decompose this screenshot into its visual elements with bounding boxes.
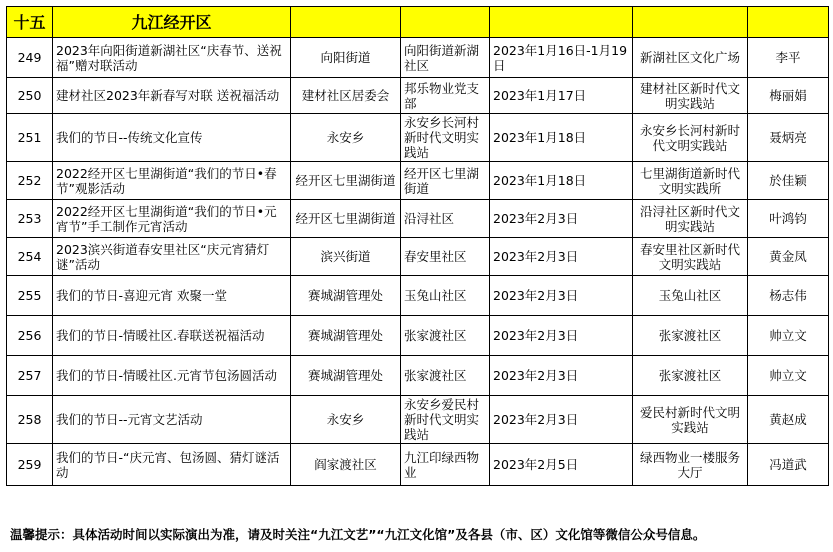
venue: 张家渡社区 (633, 356, 748, 396)
organizer: 阎家渡社区 (291, 444, 401, 486)
contact-person: 於佳颖 (748, 162, 829, 200)
activity-name: 我们的节日-喜迎元宵 欢聚一堂 (53, 276, 291, 316)
organizer: 赛城湖管理处 (291, 356, 401, 396)
section-number: 十五 (7, 7, 53, 38)
organizer: 永安乡 (291, 396, 401, 444)
contact-person: 聂炳亮 (748, 114, 829, 162)
table-row (7, 444, 829, 486)
organizer: 经开区七里湖街道 (291, 200, 401, 238)
table-row (7, 78, 829, 114)
venue: 建材社区新时代文明实践站 (633, 78, 748, 114)
activity-name: 建材社区2023年新春写对联 送祝福活动 (53, 78, 291, 114)
row-number: 251 (7, 114, 53, 162)
contact-person: 李平 (748, 38, 829, 78)
venue: 新湖社区文化广场 (633, 38, 748, 78)
table-row (7, 200, 829, 238)
row-number: 252 (7, 162, 53, 200)
activity-time: 2023年2月3日 (490, 356, 633, 396)
row-number: 250 (7, 78, 53, 114)
activity-name: 2023滨兴街道春安里社区“庆元宵猜灯谜”活动 (53, 238, 291, 276)
table-row (7, 356, 829, 396)
header-cell (748, 7, 829, 38)
activity-name: 我们的节日-情暖社区.春联送祝福活动 (53, 316, 291, 356)
undertaker: 永安乡长河村新时代文明实践站 (401, 114, 490, 162)
activity-name: 2022经开区七里湖街道“我们的节日•元宵节”手工制作元宵活动 (53, 200, 291, 238)
activity-name: 我们的节日-“庆元宵、包汤圆、猜灯谜活动 (53, 444, 291, 486)
venue: 春安里社区新时代文明实践站 (633, 238, 748, 276)
activity-name: 我们的节日--传统文化宣传 (53, 114, 291, 162)
activity-time: 2023年2月5日 (490, 444, 633, 486)
undertaker: 向阳街道新湖社区 (401, 38, 490, 78)
contact-person: 黄赵成 (748, 396, 829, 444)
organizer: 永安乡 (291, 114, 401, 162)
row-number: 255 (7, 276, 53, 316)
activity-time: 2023年2月3日 (490, 316, 633, 356)
section-header-row (7, 7, 829, 38)
region-name: 九江经开区 (53, 7, 291, 38)
contact-person: 冯道武 (748, 444, 829, 486)
table-row (7, 162, 829, 200)
row-number: 254 (7, 238, 53, 276)
contact-person: 杨志伟 (748, 276, 829, 316)
row-number: 249 (7, 38, 53, 78)
undertaker: 玉兔山社区 (401, 276, 490, 316)
row-number: 256 (7, 316, 53, 356)
activity-time: 2023年1月16日-1月19日 (490, 38, 633, 78)
header-cell (490, 7, 633, 38)
table-body (7, 7, 829, 486)
contact-person: 帅立文 (748, 356, 829, 396)
venue: 玉兔山社区 (633, 276, 748, 316)
organizer: 滨兴街道 (291, 238, 401, 276)
undertaker: 沿浔社区 (401, 200, 490, 238)
activity-time: 2023年2月3日 (490, 238, 633, 276)
activity-time: 2023年1月17日 (490, 78, 633, 114)
undertaker: 春安里社区 (401, 238, 490, 276)
activity-name: 2023年向阳街道新湖社区“庆春节、送祝福”赠对联活动 (53, 38, 291, 78)
header-cell (291, 7, 401, 38)
organizer: 向阳街道 (291, 38, 401, 78)
activity-time: 2023年2月3日 (490, 276, 633, 316)
row-number: 257 (7, 356, 53, 396)
undertaker: 邦乐物业党支部 (401, 78, 490, 114)
activity-name: 我们的节日-情暖社区.元宵节包汤圆活动 (53, 356, 291, 396)
activity-time: 2023年2月3日 (490, 396, 633, 444)
undertaker: 九江印绿西物业 (401, 444, 490, 486)
table-row (7, 276, 829, 316)
venue: 绿西物业一楼服务大厅 (633, 444, 748, 486)
table-row (7, 38, 829, 78)
header-cell (633, 7, 748, 38)
activity-name: 我们的节日--元宵文艺活动 (53, 396, 291, 444)
contact-person: 黄金凤 (748, 238, 829, 276)
table-row (7, 238, 829, 276)
venue: 爱民村新时代文明实践站 (633, 396, 748, 444)
contact-person: 梅丽娟 (748, 78, 829, 114)
organizer: 赛城湖管理处 (291, 316, 401, 356)
organizer: 经开区七里湖街道 (291, 162, 401, 200)
venue: 永安乡长河村新时代文明实践站 (633, 114, 748, 162)
activity-time: 2023年2月3日 (490, 200, 633, 238)
activity-time: 2023年1月18日 (490, 162, 633, 200)
table-row (7, 316, 829, 356)
contact-person: 帅立文 (748, 316, 829, 356)
organizer: 赛城湖管理处 (291, 276, 401, 316)
activity-table (6, 6, 829, 486)
undertaker: 永安乡爱民村新时代文明实践站 (401, 396, 490, 444)
contact-person: 叶鸿钧 (748, 200, 829, 238)
venue: 七里湖街道新时代文明实践所 (633, 162, 748, 200)
venue: 沿浔社区新时代文明实践站 (633, 200, 748, 238)
table-row (7, 114, 829, 162)
venue: 张家渡社区 (633, 316, 748, 356)
table-row (7, 396, 829, 444)
undertaker: 张家渡社区 (401, 356, 490, 396)
row-number: 259 (7, 444, 53, 486)
activity-time: 2023年1月18日 (490, 114, 633, 162)
row-number: 258 (7, 396, 53, 444)
row-number: 253 (7, 200, 53, 238)
activity-name: 2022经开区七里湖街道“我们的节日•春节”观影活动 (53, 162, 291, 200)
organizer: 建材社区居委会 (291, 78, 401, 114)
undertaker: 张家渡社区 (401, 316, 490, 356)
footer-note: 温馨提示：具体活动时间以实际演出为准，请及时关注“九江文艺”“九江文化馆”及各县（市、区）文化馆等微信公众号信息。 (10, 527, 706, 542)
undertaker: 经开区七里湖街道 (401, 162, 490, 200)
header-cell (401, 7, 490, 38)
